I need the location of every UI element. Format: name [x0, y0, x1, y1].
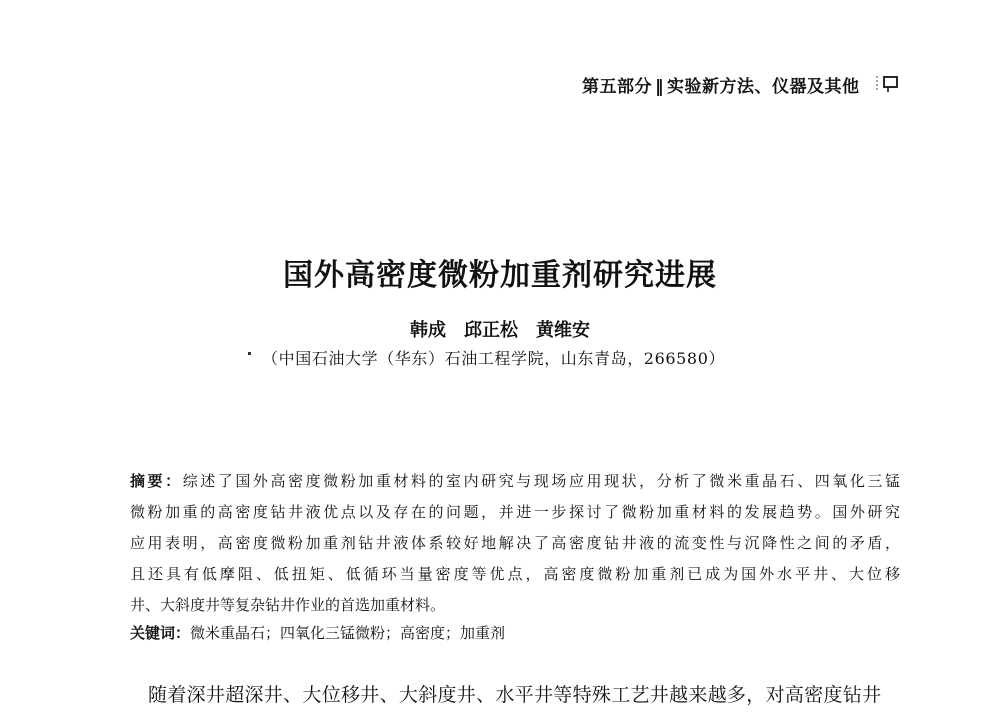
abstract-line: 微粉加重的高密度钻井液优点以及存在的问题，并进一步探讨了微粉加重材料的发展趋势。国外研究: [130, 503, 900, 521]
abstract: [130, 466, 900, 621]
author-affiliation: （中国石油大学（华东）石油工程学院，山东青岛，266580）: [262, 349, 726, 368]
keywords-label: 关键词：: [130, 624, 191, 642]
keywords-text: 微米重晶石；四氧化三锰微粉；高密度；加重剂: [190, 624, 506, 642]
scan-speck: [248, 352, 251, 355]
body-paragraph-first-line: 随着深井超深井、大位移井、大斜度井、水平井等特殊工艺井越来越多，对高密度钻井: [148, 684, 882, 706]
author-list: 韩成 邱正松 黄维安: [410, 320, 590, 341]
running-head-part: 第五部分: [582, 77, 652, 97]
abstract-line: 井、大斜度井等复杂钻井作业的首选加重材料。: [130, 596, 446, 614]
paper-title: 国外高密度微粉加重剂研究进展: [283, 258, 717, 293]
abstract-line: 且还具有低摩阻、低扭矩、低循环当量密度等优点，高密度微粉加重剂已成为国外水平井、大位移: [130, 565, 900, 583]
keywords: [130, 622, 505, 643]
abstract-line: 应用表明，高密度微粉加重剂钻井液体系较好地解决了高密度钻井液的流变性与沉降性之间的矛盾，: [130, 534, 900, 552]
running-head-separator: ‖: [655, 77, 664, 97]
running-head-section: 实验新方法、仪器及其他: [667, 77, 860, 97]
abstract-label: 摘要：: [130, 472, 183, 490]
abstract-line: 摘要：综述了国外高密度微粉加重材料的室内研究与现场应用现状，分析了微米重晶石、四氧化三锰: [130, 472, 900, 490]
running-head: [582, 72, 860, 97]
corner-bracket-icon: [875, 74, 901, 94]
